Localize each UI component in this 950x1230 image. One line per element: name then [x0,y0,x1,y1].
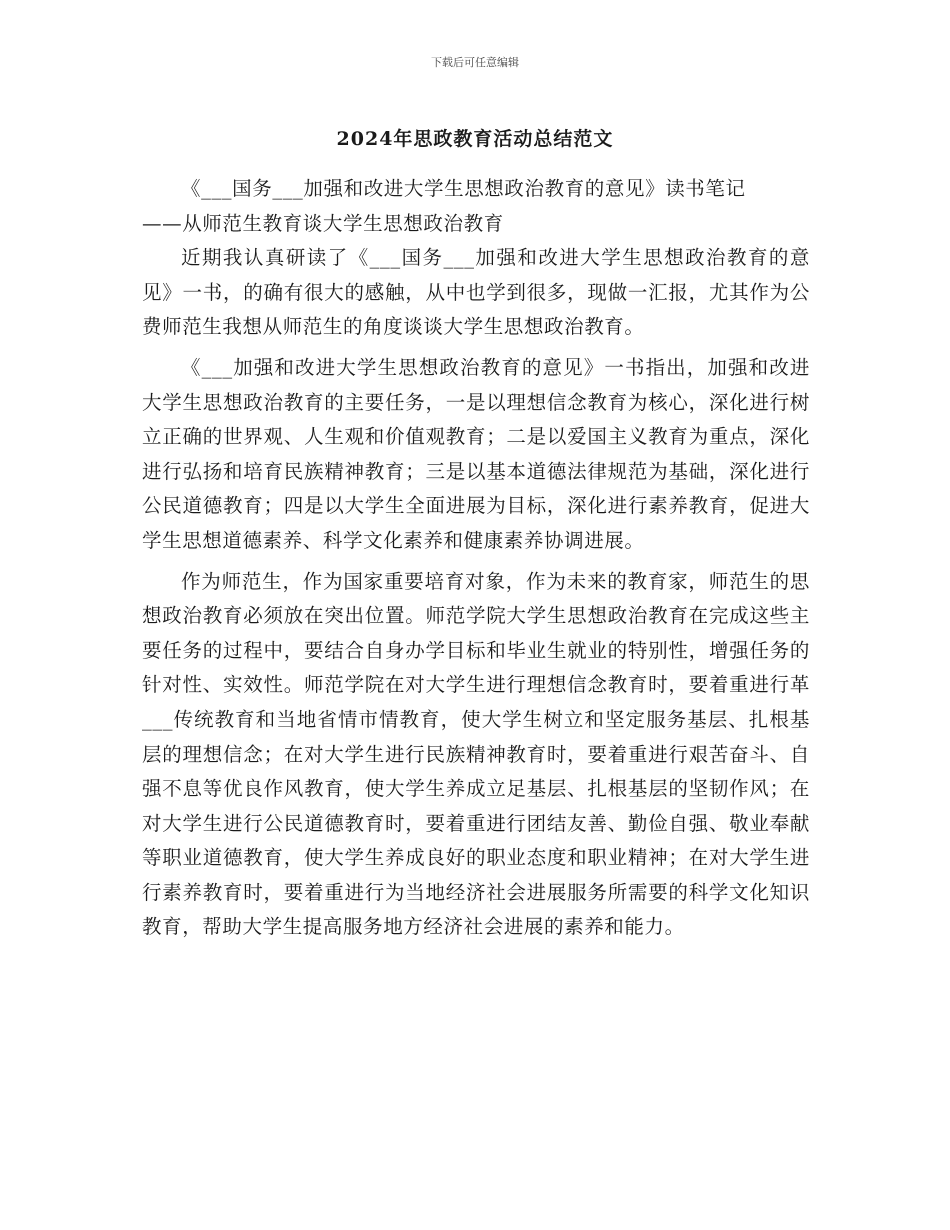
paragraph-normal-students: 作为师范生，作为国家重要培育对象，作为未来的教育家，师范生的思想政治教育必须放在突出位置。师范学院大学生思想政治教育在完成这些主要任务的过程中，要结合自身办学目标和毕业生就业的特别性，增强任务的针对性、实效性。师范学院在对大学生进行理想信念教育时，要着重进行革___传统教育和当地省情市情教育，使大学生树立和坚定服务基层、扎根基层的理想信念；在对大学生进行民族精神教育时，要着重进行艰苦奋斗、自强不息等优良作风教育，使大学生养成立足基层、扎根基层的坚韧作风；在对大学生进行公民道德教育时，要着重进行团结友善、勤俭自强、敬业奉献等职业道德教育，使大学生养成良好的职业态度和职业精神；在对大学生进行素养教育时，要着重进行为当地经济社会进展服务所需要的科学文化知识教育，帮助大学生提高服务地方经济社会进展的素养和能力。 [142,569,810,939]
document-title: 2024年思政教育活动总结范文 [336,128,614,150]
paragraph-book-title: 《___国务___加强和改进大学生思想政治教育的意见》读书笔记 [181,177,746,200]
document-body [142,172,810,945]
paragraph-main-tasks: 《___加强和改进大学生思想政治教育的意见》一书指出，加强和改进大学生思想政治教育的主要任务，一是以理想信念教育为核心，深化进行树立正确的世界观、人生观和价值观教育；二是以爱国主义教育为重点，深化进行弘扬和培育民族精神教育；三是以基本道德法律规范为基础，深化进行公民道德教育；四是以大学生全面进展为目标，深化进行素养教育，促进大学生思想道德素养、科学文化素养和健康素养协调进展。 [142,355,810,552]
paragraph-intro: 近期我认真研读了《___国务___加强和改进大学生思想政治教育的意见》一书，的确有很大的感触，从中也学到很多，现做一汇报，尤其作为公费师范生我想从师范生的角度谈谈大学生思想政治教育。 [142,246,810,339]
paragraph-subtitle: ——从师范生教育谈大学生思想政治教育 [142,211,504,235]
header-note: 下载后可任意编辑 [431,56,519,69]
